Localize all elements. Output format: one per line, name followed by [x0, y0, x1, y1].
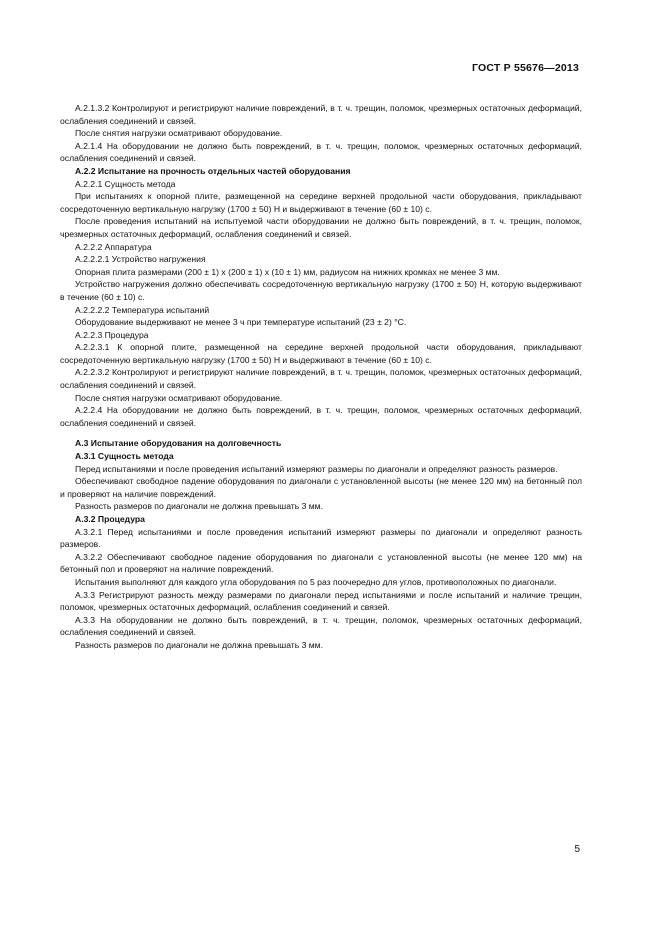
body-paragraph: Перед испытаниями и после проведения испытаний измеряют размеры по диагонали и определяют разность размеров. [75, 463, 558, 474]
section-heading: А.3.2 Процедура [75, 514, 145, 524]
document-header: ГОСТ Р 55676—2013 [471, 62, 579, 74]
body-paragraph: Опорная плита размерами (200 ± 1) х (200 ± 1) х (10 ± 1) мм, радиусом на нижних кромках не менее 3 мм. [75, 266, 500, 277]
body-paragraph: А.2.2.2 Аппаратура [75, 241, 152, 252]
body-paragraph: А.2.2.3.2 Контролируют и регистрируют наличие повреждений, в т. ч. трещин, поломок, чрезмерных остаточных деформаций, ослабления соединений и связей. [60, 367, 582, 391]
body-paragraph: А.3.3 На оборудовании не должно быть повреждений, в т. ч. трещин, поломок, чрезмерных остаточных деформаций, ослабления соединений и связей. [60, 614, 582, 638]
section-heading: А.3.1 Сущность метода [75, 451, 174, 462]
body-paragraph: Устройство нагружения должно обеспечивать сосредоточенную вертикальную нагрузку (1700 ± 50) Н, которую выдерживают в течение (60 ± 10) с. [60, 279, 582, 302]
body-paragraph: А.2.2.1 Сущность метода [75, 178, 176, 189]
body-paragraph: А.2.2.3 Процедура [75, 329, 149, 340]
body-paragraph: А.2.2.2.1 Устройство нагружения [75, 254, 206, 265]
body-paragraph: Разность размеров по диагонали не должна превышать 3 мм. [75, 501, 323, 512]
body-paragraph: После проведения испытаний на испытуемой части оборудовании не должно быть повреждений, в т. ч. трещин, поломок, чрезмерных остаточных деформаций, ослабления соединений и связей. [60, 216, 582, 239]
body-paragraph: А.2.2.4 На оборудовании не должно быть повреждений, в т. ч. трещин, поломок, чрезмерных остаточных деформаций, ослабления соединений и связей. [60, 405, 582, 428]
body-paragraph: А.2.1.4 На оборудовании не должно быть повреждений, в т. ч. трещин, поломок, чрезмерных остаточных деформаций, ослабления соединений и связей. [60, 140, 582, 164]
body-paragraph: После снятия нагрузки осматривают оборудование. [75, 128, 283, 139]
body-paragraph: А.2.2.2.2 Температура испытаний [75, 304, 210, 315]
body-paragraph: Оборудование выдерживают не менее 3 ч при температуре испытаний (23 ± 2) °С. [75, 317, 407, 328]
body-paragraph: Обеспечивают свободное падение оборудования по диагонали с установленной высоты (не менее 120 мм) на бетонный пол и проверяют на наличие повреждений. [60, 476, 582, 499]
page-number: 5 [574, 844, 580, 855]
body-paragraph: Разность размеров по диагонали не должна превышать 3 мм. [75, 639, 323, 650]
body-paragraph: При испытаниях к опорной плите, размещенной на середине верхней продольной части оборудования, прикладывают сосредоточенную вертикальную нагрузку (1700 ± 50) Н и выдерживают в течение (60 ± 10) с. [60, 191, 582, 214]
document-body [60, 102, 582, 652]
body-paragraph: А.3.2.1 Перед испытаниями и после проведения испытаний измеряют размеры по диагонали и определяют разность размеров. [60, 526, 582, 550]
body-paragraph: Испытания выполняют для каждого угла оборудования по 5 раз поочередно для углов, противоположных по диагонали. [75, 576, 557, 587]
body-paragraph: А.3.2.2 Обеспечивают свободное падение оборудования по диагонали с установленной высоты (не менее 120 мм) на бетонный пол и проверяют на наличие повреждений. [60, 551, 582, 575]
section-heading: А.3 Испытание оборудования на долговечность [75, 438, 282, 449]
body-paragraph: А.3.3 Регистрируют разность между размерами по диагонали перед испытаниями и после испытаний и наличие трещин, поломок, чрезмерных остаточных деформаций, ослабления соединений и связей. [60, 589, 582, 613]
body-paragraph: После снятия нагрузки осматривают оборудование. [75, 392, 283, 403]
body-paragraph: А.2.2.3.1 К опорной плите, размещенной на середине верхней продольной части оборудования, прикладывают сосредоточенную вертикальную нагрузку (1700 ± 50) Н и выдерживают в течение (60 ± 10) с. [60, 342, 582, 365]
body-paragraph: А.2.1.3.2 Контролируют и регистрируют наличие повреждений, в т. ч. трещин, поломок, чрезмерных остаточных деформаций, ослабления соединений и связей. [60, 103, 582, 126]
section-heading: А.2.2 Испытание на прочность отдельных частей оборудования [75, 165, 351, 176]
